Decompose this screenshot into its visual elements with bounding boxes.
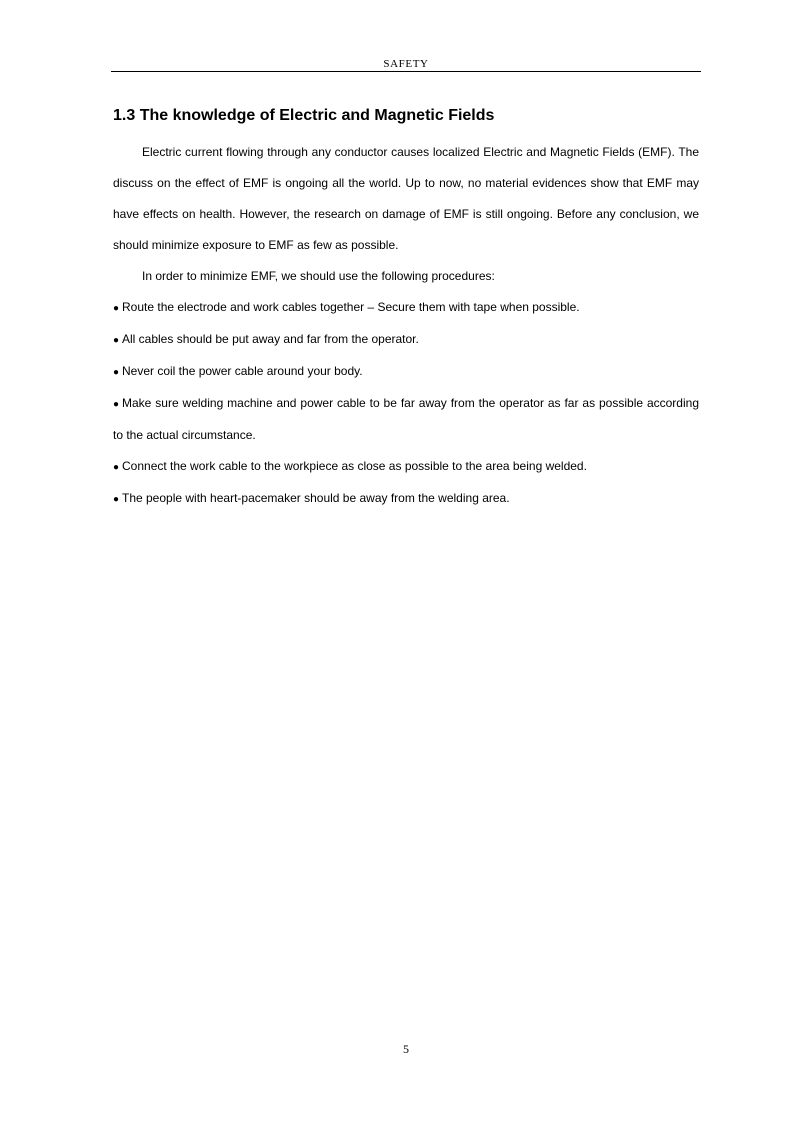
list-item [113, 388, 699, 451]
list-item [113, 451, 699, 483]
list-item [113, 292, 699, 324]
header-rule [111, 71, 701, 72]
list-item-text: Never coil the power cable around your body. [122, 364, 363, 378]
bullet-icon: ● [113, 399, 120, 410]
list-item-text: All cables should be put away and far from the operator. [122, 332, 419, 346]
bullet-icon: ● [113, 494, 120, 505]
paragraph-procedures-intro: In order to minimize EMF, we should use the following procedures: [142, 269, 495, 283]
section-body [113, 137, 699, 515]
bullet-icon: ● [113, 335, 120, 346]
page-number: 5 [403, 1042, 409, 1056]
list-item-text: Connect the work cable to the workpiece as close as possible to the area being welded. [122, 459, 587, 473]
list-item-text: The people with heart-pacemaker should be away from the welding area. [122, 491, 510, 505]
list-item [113, 324, 699, 356]
paragraph-emf-intro: Electric current flowing through any conductor causes localized Electric and Magnetic Fields (EMF). The discuss on the effect of EMF is ongoing all the world. Up to now, no material evidences show that EMF may have effects on health. However, the research on damage of EMF is still ongoing. Before any conclusion, we should minimize exposure to EMF as few as possible. [113, 145, 699, 252]
running-header: SAFETY [383, 58, 429, 70]
procedure-list [113, 292, 699, 515]
section-heading: 1.3 The knowledge of Electric and Magnetic Fields [113, 107, 495, 124]
bullet-icon: ● [113, 303, 120, 314]
bullet-icon: ● [113, 462, 120, 473]
bullet-icon: ● [113, 367, 120, 378]
list-item-text: Route the electrode and work cables together – Secure them with tape when possible. [122, 300, 580, 314]
list-item-text: Make sure welding machine and power cable to be far away from the operator as far as possible according to the actual circumstance. [113, 396, 699, 442]
list-item [113, 483, 699, 515]
list-item [113, 356, 699, 388]
